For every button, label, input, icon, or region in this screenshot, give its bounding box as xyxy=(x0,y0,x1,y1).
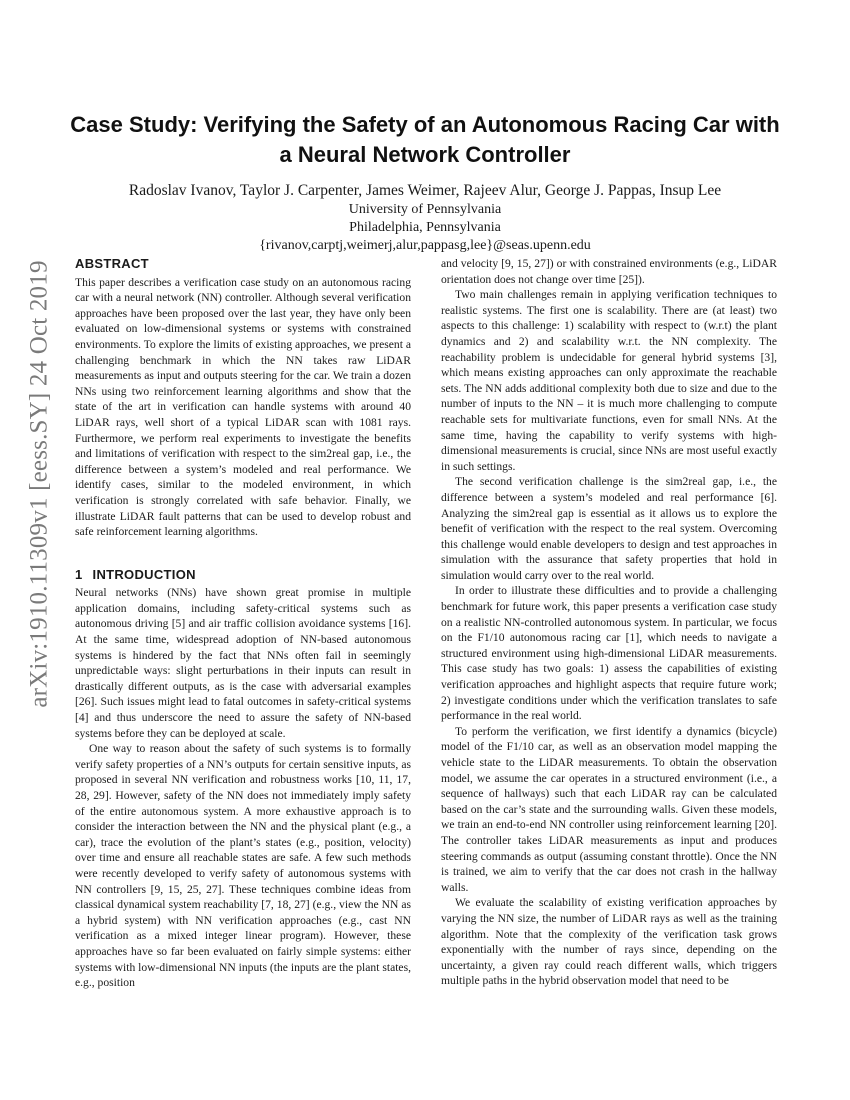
section-number: 1 xyxy=(75,566,83,582)
paper-title: Case Study: Verifying the Safety of an Autonomous Racing Car with a Neural Network Controller xyxy=(70,112,780,167)
paper-header xyxy=(70,110,780,255)
affiliation-location: Philadelphia, Pennsylvania xyxy=(349,220,501,235)
intro-paragraph-4: The second verification challenge is the sim2real gap, i.e., the difference between a system’s modeled and real performance [6]. Analyzing the sim2real gap is essential as it allows us to explore the benefit of verification with the respect to the real system. Overcoming this challenge would enable developers to design and test approaches in simulation with the assurance that safety properties that hold in simulation would carry over to the real world. xyxy=(441,475,777,582)
intro-paragraph-1: Neural networks (NNs) have shown great promise in multiple application domains, including safety-critical systems such as autonomous driving [5] and air traffic collision avoidance systems [16]. At the same time, widespread adoption of NN-based autonomous systems is hindered by the fact that NNs often fail in seemingly unpredictable ways: slight perturbations in their inputs can result in drastically different outputs, as is the case with adversarial examples [26]. Such issues might lead to fatal outcomes in safety-critical systems [4] and thus underscore the need to assure the safety of NN-based systems before they can be deployed at scale. xyxy=(75,586,411,740)
intro-paragraph-3: Two main challenges remain in applying verification techniques to realistic systems. The first one is scalability. There are (at least) two aspects to this challenge: 1) scalability with respect to (w.r.t) the plant dynamics and 2) and scalability w.r.t. the NN complexity. The reachability problem is undecidable for general hybrid systems [3], which means existing approaches can only approximate the reachable sets. The NN adds additional complexity both due to size and due to the number of inputs to the NN – it is much more challenging to compute reachable sets for multivariate functions, even for small NNs. At the same time, having the capability to verify systems with high-dimensional measurements is crucial, since NNs are most useful exactly in such settings. xyxy=(441,288,777,473)
section-title: INTRODUCTION xyxy=(92,566,196,582)
abstract-body: This paper describes a verification case study on an autonomous racing car with a neural network (NN) controller. Although several verification approaches have been proposed over the last year, they have only been evaluated on low-dimensional systems or systems with constrained environments. To explore the limits of existing approaches, we present a challenging benchmark in which the NN takes raw LiDAR measurements as input and outputs steering for the car. We train a dozen NNs using two reinforcement learning algorithms and show that the state of the art in verification can handle systems with around 40 LiDAR rays, well short of a typical LiDAR scan with 1081 rays. Furthermore, we perform real experiments to investigate the benefits and limitations of verification with respect to the sim2real gap, i.e., the difference between a system’s modeled and real performance. We identify cases, similar to the modeled environment, in which verification is strongly correlated with safe behavior. Finally, we illustrate LiDAR fault patterns that can be used to develop robust and safe reinforcement learning algorithms. xyxy=(75,275,411,539)
intro-paragraph-7: We evaluate the scalability of existing verification approaches by varying the NN size, the number of LiDAR rays as well as the training algorithm. Note that the complexity of the verification task grows exponentially with the number of rays since, depending on the uncertainty, a given ray could reach different walls, which triggers multiple paths in the hybrid observation model that need to be xyxy=(441,896,777,988)
intro-paragraph-2-continued: and velocity [9, 15, 27]) or with constrained environments (e.g., LiDAR orientation does not change over time [25]). xyxy=(441,257,777,286)
author-list: Radoslav Ivanov, Taylor J. Carpenter, James Weimer, Rajeev Alur, George J. Pappas, Insup Lee xyxy=(128,182,722,199)
intro-paragraph-5: In order to illustrate these difficulties and to provide a challenging benchmark for future work, this paper presents a verification case study on a realistic NN-controlled autonomous system. In particular, we focus on the F1/10 autonomous racing car [1], which needs to navigate a structured environment using high-dimensional LiDAR measurements. This case study has two goals: 1) assess the capabilities of existing verification approaches and highlight aspects that require future work; 2) investigate conditions under which the verification translates to safe performance in the real world. xyxy=(441,584,777,723)
abstract-heading: ABSTRACT xyxy=(75,256,149,271)
arxiv-identifier-stamp xyxy=(14,260,66,708)
arxiv-identifier-text: arXiv:1910.11309v1 [eess.SY] 24 Oct 2019 xyxy=(26,260,54,708)
intro-paragraph-6: To perform the verification, we first identify a dynamics (bicycle) model of the F1/10 car, as well as an observation model mapping the vehicle state to the LiDAR measurements. To obtain the observation model, we assume the car operates in a structured environment (i.e., a sequence of hallways) such that each LiDAR ray can be calculated based on the car’s state and the surrounding walls. Given these models, we train an end-to-end NN controller using reinforcement learning [20]. The controller takes LiDAR measurements as input and produces steering commands as output (assuming constant throttle). Once the NN is trained, we aim to verify that the car does not crash in the hallway walls. xyxy=(441,724,777,894)
right-column xyxy=(441,256,777,989)
intro-paragraph-2: One way to reason about the safety of such systems is to formally verify safety properties of a NN’s outputs for certain sensitive inputs, as proposed in several NN verification and robustness works [10, 11, 17, 28, 29]. However, safety of the NN does not immediately imply safety of the entire autonomous system. A more exhaustive approach is to consider the interaction between the NN and the physical plant (e.g., a car), trace the evolution of the plant’s states (e.g., position, velocity) over time and ensure all reachable states are safe. A few such methods were recently developed to verify safety of autonomous systems with NN controllers [9, 15, 25, 27]. These techniques combine ideas from classical dynamical system reachability [7, 18, 27] (e.g., view the NN as a hybrid system) with NN verification approaches (e.g., cast NN verification as a mixed integer linear program). However, these approaches have so far been evaluated on fairly simple systems: either systems with low-dimensional NN inputs (the inputs are the plant states, e.g., position xyxy=(75,742,411,990)
affiliation-university: University of Pennsylvania xyxy=(348,202,502,217)
introduction-heading xyxy=(75,567,411,583)
left-column xyxy=(75,256,411,991)
affiliation-emails: {rivanov,carptj,weimerj,alur,pappasg,lee}@seas.upenn.edu xyxy=(259,238,591,253)
